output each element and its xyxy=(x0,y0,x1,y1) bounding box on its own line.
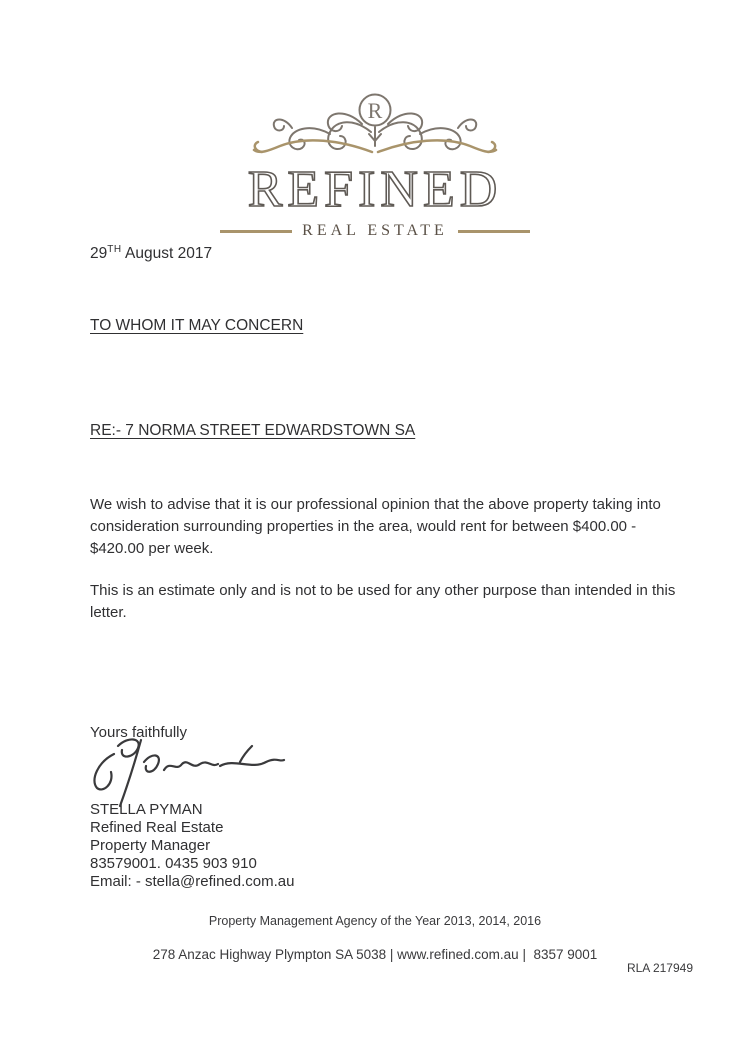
date-rest: August 2017 xyxy=(121,245,213,263)
closing-line: Yours faithfully xyxy=(90,724,188,741)
signatory-block xyxy=(90,801,294,891)
logo-brand-name: REFINED xyxy=(247,161,503,218)
date-day: 29 xyxy=(90,245,108,263)
signatory-phone: 83579001. 0435 903 910 xyxy=(90,855,257,872)
salutation-line: TO WHOM IT MAY CONCERN xyxy=(90,317,304,334)
footer-award-line: Property Management Agency of the Year 2013, 2014, 2016 xyxy=(208,914,542,928)
date-ordinal: TH xyxy=(107,244,122,255)
logo-monogram: R xyxy=(367,98,383,123)
subject-line: RE:- 7 NORMA STREET EDWARDSTOWN SA xyxy=(90,422,416,439)
tagline-rule-right xyxy=(458,230,530,233)
footer-rla-number: RLA 217949 xyxy=(626,961,693,975)
body-paragraph-1: We wish to advise that it is our professional opinion that the above property taking into consideration surrounding properties in the area, would rent for between $400.00 - $420.00 per week. xyxy=(90,496,661,557)
logo-tagline-text: REAL ESTATE xyxy=(302,222,448,239)
signatory-title: Property Manager xyxy=(90,837,211,854)
letterhead xyxy=(0,90,750,240)
tagline-rule-left xyxy=(220,230,292,233)
logo-crest-icon xyxy=(250,90,500,168)
signatory-name: STELLA PYMAN xyxy=(90,801,203,818)
handwritten-signature xyxy=(84,732,314,810)
letter-date xyxy=(90,244,212,263)
signatory-company: Refined Real Estate xyxy=(90,819,224,836)
logo-tagline xyxy=(0,222,750,240)
body-paragraph-2: This is an estimate only and is not to be used for any other purpose than intended in this letter. xyxy=(90,582,676,621)
footer-address-line: 278 Anzac Highway Plympton SA 5038 | www.refined.com.au | 8357 9001 xyxy=(152,947,598,962)
signatory-email: Email: - stella@refined.com.au xyxy=(90,873,295,890)
